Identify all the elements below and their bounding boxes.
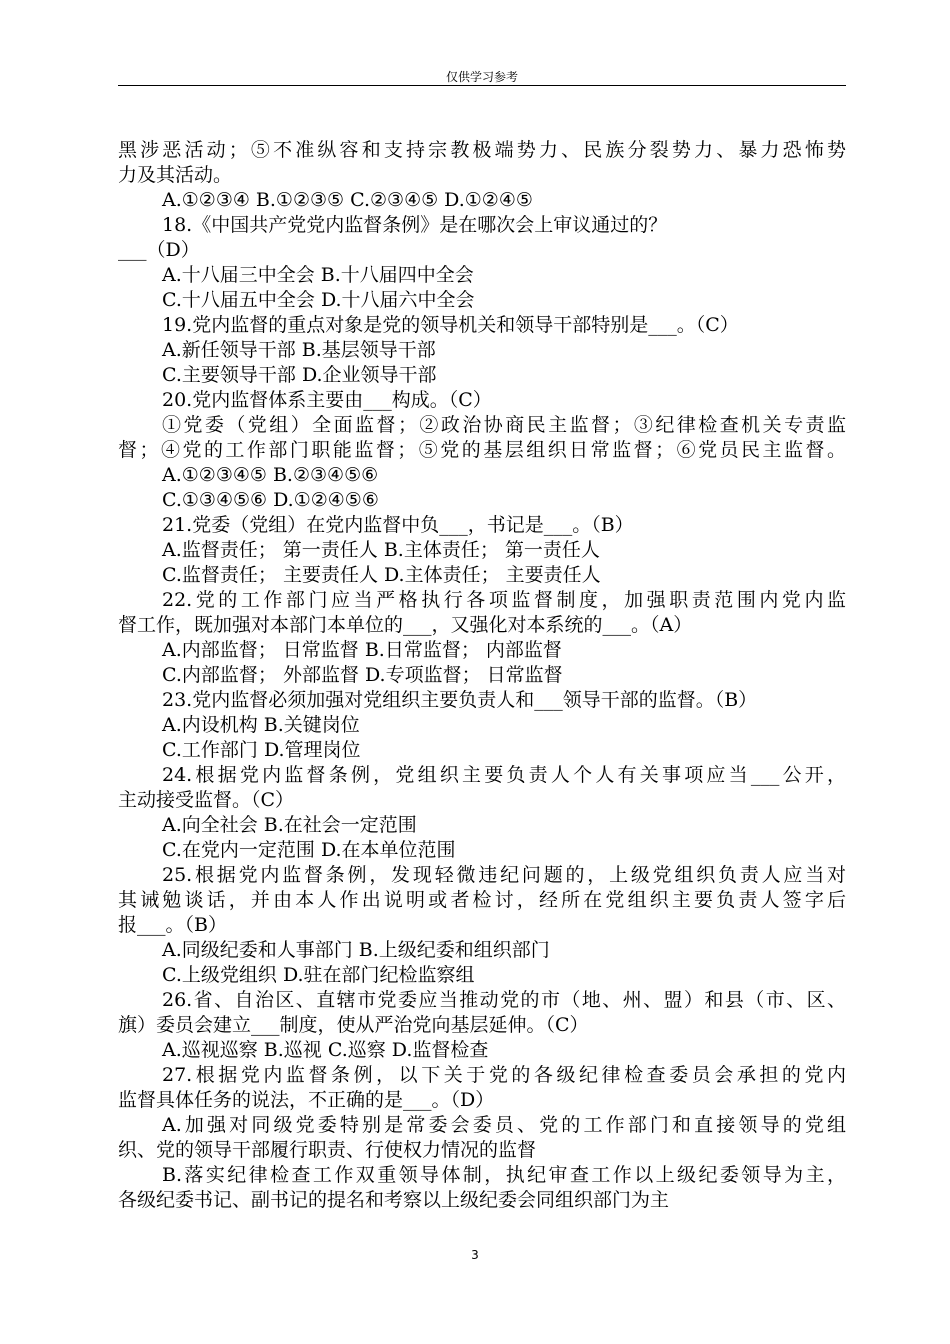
document-body (118, 138, 846, 1213)
text-line: C.监督责任； 主要责任人 D.主体责任； 主要责任人 (162, 564, 601, 586)
text-line: C.①③④⑤⑥ D.①②④⑤⑥ (162, 489, 379, 511)
text-line: ①党委（党组）全面监督；②政治协商民主监督；③纪律检查机关专责监 (162, 414, 846, 436)
text-line: 织、党的领导干部履行职责、行使权力情况的监督 (118, 1139, 537, 1161)
text-line: 21.党委（党组）在党内监督中负___，书记是___。（B） (162, 514, 634, 536)
text-line: 25.根据党内监督条例，发现轻微违纪问题的，上级党组织负责人应当对 (162, 864, 846, 886)
text-line: C.主要领导干部 D.企业领导干部 (162, 364, 437, 386)
header-divider (118, 85, 846, 86)
text-line: ___（D） (118, 239, 200, 261)
text-line: B.落实纪律检查工作双重领导体制，执纪审查工作以上级纪委领导为主， (162, 1164, 846, 1186)
text-line: A.监督责任； 第一责任人 B.主体责任； 第一责任人 (162, 539, 600, 561)
text-line: C.工作部门 D.管理岗位 (162, 739, 361, 761)
text-line: A.同级纪委和人事部门 B.上级纪委和组织部门 (162, 939, 550, 961)
text-line: A.新任领导干部 B.基层领导干部 (162, 339, 436, 361)
text-line: 力及其活动。 (118, 164, 233, 186)
text-line: 23.党内监督必须加强对党组织主要负责人和___领导干部的监督。（B） (162, 689, 758, 711)
text-line: 26.省、自治区、直辖市党委应当推动党的市（地、州、盟）和县（市、区、 (162, 989, 846, 1011)
text-line: 24.根据党内监督条例，党组织主要负责人个人有关事项应当___公开， (162, 764, 846, 786)
text-line: 主动接受监督。（C） (118, 789, 295, 811)
page-header: 仅供学习参考 (445, 70, 518, 84)
text-line: A.加强对同级党委特别是常委会委员、党的工作部门和直接领导的党组 (162, 1114, 846, 1136)
text-line: A.内部监督； 日常监督 B.日常监督； 内部监督 (162, 639, 562, 661)
text-line: 各级纪委书记、副书记的提名和考察以上级纪委会同组织部门为主 (118, 1189, 670, 1211)
text-line: C.十八届五中全会 D.十八届六中全会 (162, 289, 475, 311)
text-line: C.在党内一定范围 D.在本单位范围 (162, 839, 456, 861)
text-line: 督；④党的工作部门职能监督；⑤党的基层组织日常监督；⑥党员民主监督。 (118, 439, 846, 461)
text-line: A.巡视巡察 B.巡视 C.巡察 D.监督检查 (162, 1039, 489, 1061)
text-line: 27.根据党内监督条例，以下关于党的各级纪律检查委员会承担的党内 (162, 1064, 846, 1086)
text-line: C.上级党组织 D.驻在部门纪检监察组 (162, 964, 475, 986)
text-line: 19.党内监督的重点对象是党的领导机关和领导干部特别是___。（C） (162, 314, 739, 336)
text-line: 黑涉恶活动；⑤不准纵容和支持宗教极端势力、民族分裂势力、暴力恐怖势 (118, 139, 846, 161)
text-line: 督工作，既加强对本部门本单位的___，又强化对本系统的___。（A） (118, 614, 693, 636)
text-line: A.①②③④⑤ B.②③④⑤⑥ (162, 464, 379, 486)
text-line: 旗）委员会建立___制度，使从严治党向基层延伸。（C） (118, 1014, 589, 1036)
text-line: 报___。（B） (118, 914, 227, 936)
text-line: 18.《中国共产党党内监督条例》是在哪次会上审议通过的？ (162, 214, 668, 236)
text-line: 22.党的工作部门应当严格执行各项监督制度，加强职责范围内党内监 (162, 589, 846, 611)
text-line: 20.党内监督体系主要由___构成。（C） (162, 389, 492, 411)
text-line: A.①②③④ B.①②③⑤ C.②③④⑤ D.①②④⑤ (162, 189, 533, 211)
text-line: 监督具体任务的说法，不正确的是___。（D） (118, 1089, 495, 1111)
page-number: 3 (471, 1248, 479, 1262)
text-line: 其诫勉谈话，并由本人作出说明或者检讨，经所在党组织主要负责人签字后 (118, 889, 846, 911)
text-line: C.内部监督； 外部监督 D.专项监督； 日常监督 (162, 664, 563, 686)
text-line: A.向全社会 B.在社会一定范围 (162, 814, 417, 836)
text-line: A.内设机构 B.关键岗位 (162, 714, 360, 736)
text-line: A.十八届三中全会 B.十八届四中全会 (162, 264, 474, 286)
